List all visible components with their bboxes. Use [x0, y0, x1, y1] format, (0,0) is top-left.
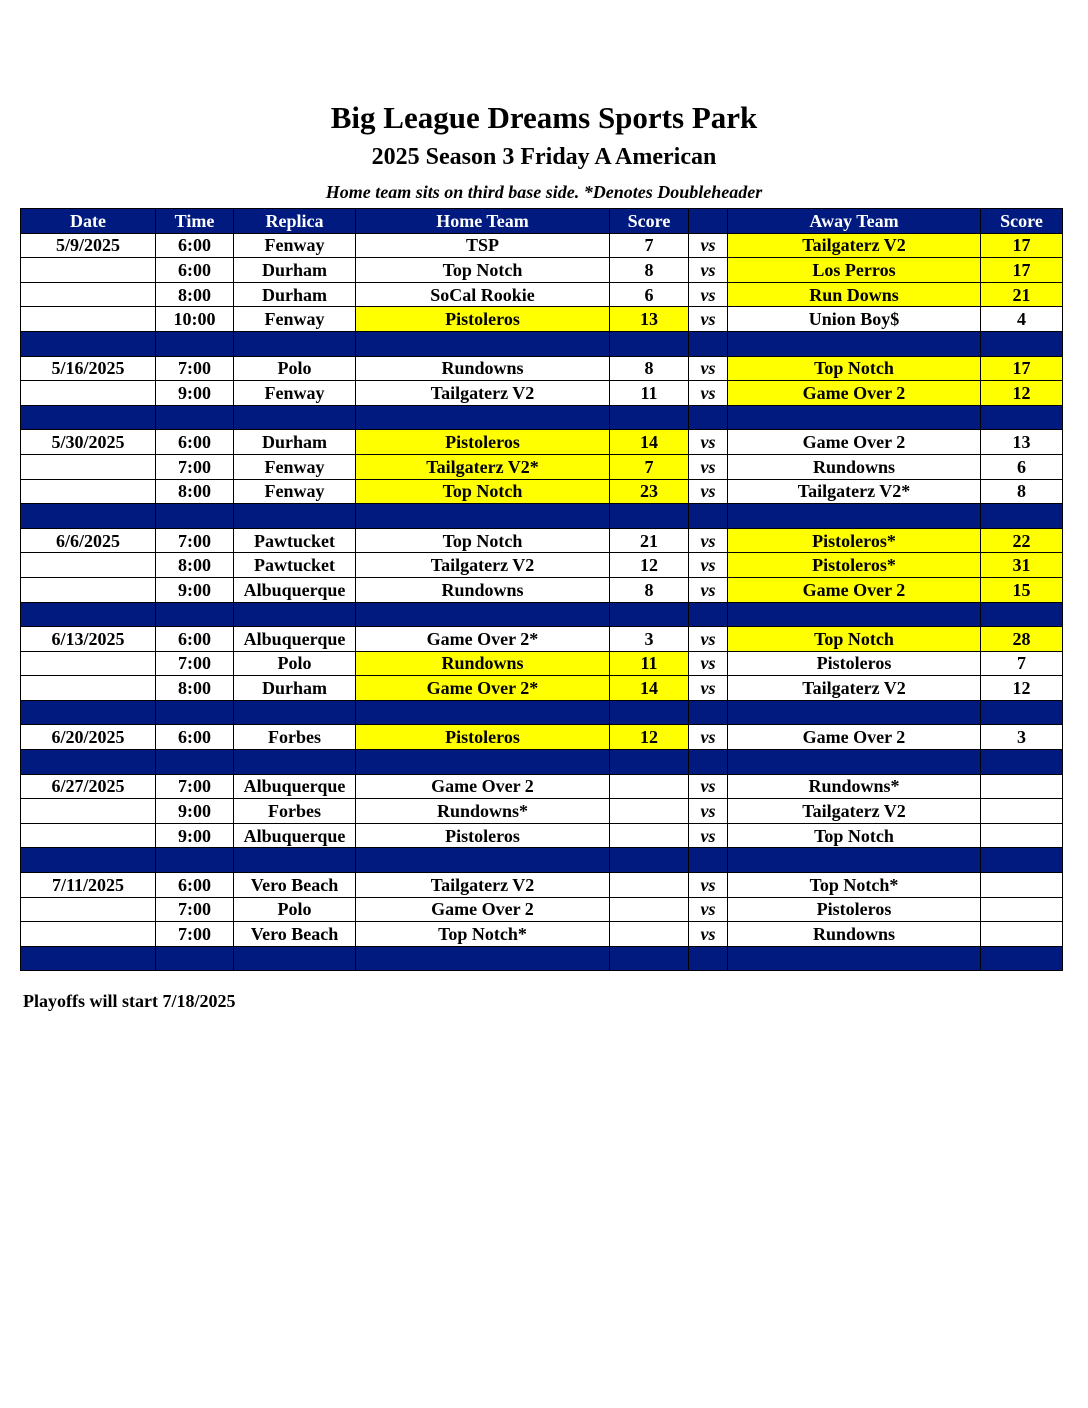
separator-cell [610, 504, 689, 529]
time-cell: 6:00 [156, 430, 234, 455]
away-team-cell: Game Over 2 [728, 725, 981, 750]
home-team-cell: Tailgaterz V2 [356, 553, 610, 578]
separator-cell [356, 946, 610, 971]
vs-cell: vs [689, 651, 728, 676]
date-cell: 5/16/2025 [21, 356, 156, 381]
replica-cell: Pawtucket [234, 553, 356, 578]
home-team-cell: Rundowns [356, 577, 610, 602]
home-score-cell [610, 774, 689, 799]
time-cell: 7:00 [156, 897, 234, 922]
separator-row [21, 504, 1063, 529]
home-team-cell: SoCal Rookie [356, 282, 610, 307]
home-team-cell: Pistoleros [356, 725, 610, 750]
away-team-cell: Tailgaterz V2 [728, 676, 981, 701]
home-score-cell: 11 [610, 651, 689, 676]
home-team-cell: Rundowns [356, 356, 610, 381]
home-team-cell: Top Notch* [356, 922, 610, 947]
date-cell [21, 799, 156, 824]
vs-cell: vs [689, 553, 728, 578]
replica-cell: Albuquerque [234, 627, 356, 652]
game-row [21, 627, 1063, 652]
date-cell [21, 381, 156, 406]
away-score-cell: 28 [981, 627, 1063, 652]
separator-cell [610, 750, 689, 775]
away-team-cell: Tailgaterz V2 [728, 799, 981, 824]
separator-cell [981, 700, 1063, 725]
separator-cell [981, 946, 1063, 971]
replica-cell: Vero Beach [234, 922, 356, 947]
replica-cell: Durham [234, 676, 356, 701]
vs-cell: vs [689, 774, 728, 799]
replica-cell: Vero Beach [234, 873, 356, 898]
away-team-cell: Tailgaterz V2* [728, 479, 981, 504]
vs-cell: vs [689, 528, 728, 553]
time-cell: 7:00 [156, 651, 234, 676]
separator-cell [234, 602, 356, 627]
away-score-cell [981, 922, 1063, 947]
home-team-cell: Top Notch [356, 528, 610, 553]
home-score-cell [610, 873, 689, 898]
vs-cell: vs [689, 577, 728, 602]
home-score-cell [610, 897, 689, 922]
vs-cell: vs [689, 258, 728, 283]
separator-cell [728, 504, 981, 529]
home-score-cell: 14 [610, 430, 689, 455]
game-row [21, 774, 1063, 799]
separator-cell [610, 602, 689, 627]
playoffs-note: Playoffs will start 7/18/2025 [23, 991, 236, 1011]
date-cell [21, 651, 156, 676]
home-score-cell: 8 [610, 356, 689, 381]
replica-cell: Polo [234, 356, 356, 381]
date-cell [21, 282, 156, 307]
home-team-cell: Game Over 2* [356, 676, 610, 701]
time-cell: 6:00 [156, 258, 234, 283]
replica-cell: Albuquerque [234, 577, 356, 602]
home-score-cell: 14 [610, 676, 689, 701]
game-row [21, 922, 1063, 947]
time-cell: 9:00 [156, 823, 234, 848]
date-cell: 6/6/2025 [21, 528, 156, 553]
col-header-away-team: Away Team [728, 209, 981, 234]
game-row [21, 381, 1063, 406]
away-score-cell: 22 [981, 528, 1063, 553]
separator-cell [728, 848, 981, 873]
separator-cell [234, 331, 356, 356]
date-cell [21, 897, 156, 922]
separator-row [21, 946, 1063, 971]
home-score-cell: 13 [610, 307, 689, 332]
home-team-cell: Tailgaterz V2* [356, 454, 610, 479]
separator-cell [356, 750, 610, 775]
col-header-home-team: Home Team [356, 209, 610, 234]
away-team-cell: Top Notch [728, 356, 981, 381]
separator-cell [610, 331, 689, 356]
away-score-cell: 12 [981, 676, 1063, 701]
separator-row [21, 750, 1063, 775]
game-row [21, 897, 1063, 922]
separator-cell [728, 602, 981, 627]
separator-cell [21, 504, 156, 529]
game-row [21, 233, 1063, 258]
away-score-cell [981, 823, 1063, 848]
away-team-cell: Tailgaterz V2 [728, 233, 981, 258]
away-team-cell: Top Notch [728, 823, 981, 848]
date-cell: 5/9/2025 [21, 233, 156, 258]
vs-cell: vs [689, 479, 728, 504]
separator-cell [21, 602, 156, 627]
time-cell: 7:00 [156, 528, 234, 553]
home-score-cell: 7 [610, 454, 689, 479]
home-team-cell: Rundowns* [356, 799, 610, 824]
away-team-cell: Rundowns* [728, 774, 981, 799]
separator-cell [728, 331, 981, 356]
away-score-cell: 17 [981, 233, 1063, 258]
game-row [21, 676, 1063, 701]
separator-cell [356, 405, 610, 430]
home-score-cell: 12 [610, 725, 689, 750]
home-score-cell: 7 [610, 233, 689, 258]
separator-cell [981, 331, 1063, 356]
game-row [21, 356, 1063, 381]
separator-cell [234, 750, 356, 775]
separator-row [21, 602, 1063, 627]
vs-cell: vs [689, 282, 728, 307]
separator-cell [689, 504, 728, 529]
time-cell: 7:00 [156, 922, 234, 947]
separator-cell [981, 750, 1063, 775]
away-score-cell: 21 [981, 282, 1063, 307]
replica-cell: Fenway [234, 233, 356, 258]
date-cell [21, 258, 156, 283]
home-team-cell: Game Over 2 [356, 897, 610, 922]
date-cell [21, 922, 156, 947]
game-row [21, 725, 1063, 750]
home-score-cell [610, 823, 689, 848]
separator-cell [156, 750, 234, 775]
home-team-cell: Tailgaterz V2 [356, 873, 610, 898]
separator-cell [728, 946, 981, 971]
away-team-cell: Top Notch* [728, 873, 981, 898]
away-team-cell: Pistoleros [728, 651, 981, 676]
away-score-cell: 17 [981, 258, 1063, 283]
away-team-cell: Game Over 2 [728, 430, 981, 455]
separator-cell [21, 405, 156, 430]
col-header-away-score: Score [981, 209, 1063, 234]
separator-row [21, 405, 1063, 430]
away-score-cell: 8 [981, 479, 1063, 504]
game-row [21, 577, 1063, 602]
home-team-cell: Game Over 2* [356, 627, 610, 652]
header-row [21, 209, 1063, 234]
vs-cell: vs [689, 676, 728, 701]
separator-cell [234, 946, 356, 971]
away-score-cell [981, 897, 1063, 922]
away-score-cell: 12 [981, 381, 1063, 406]
away-team-cell: Game Over 2 [728, 577, 981, 602]
game-row [21, 651, 1063, 676]
separator-cell [728, 750, 981, 775]
game-row [21, 282, 1063, 307]
away-score-cell: 7 [981, 651, 1063, 676]
time-cell: 7:00 [156, 454, 234, 479]
vs-cell: vs [689, 430, 728, 455]
replica-cell: Fenway [234, 479, 356, 504]
replica-cell: Fenway [234, 454, 356, 479]
replica-cell: Polo [234, 897, 356, 922]
away-score-cell [981, 774, 1063, 799]
separator-row [21, 848, 1063, 873]
vs-cell: vs [689, 799, 728, 824]
separator-cell [21, 848, 156, 873]
vs-cell: vs [689, 922, 728, 947]
home-team-cell: TSP [356, 233, 610, 258]
page-title: Big League Dreams Sports Park [330, 100, 758, 135]
away-team-cell: Union Boy$ [728, 307, 981, 332]
date-cell [21, 479, 156, 504]
replica-cell: Durham [234, 430, 356, 455]
separator-cell [156, 700, 234, 725]
separator-cell [234, 405, 356, 430]
date-cell: 7/11/2025 [21, 873, 156, 898]
separator-cell [356, 848, 610, 873]
away-team-cell: Pistoleros* [728, 553, 981, 578]
separator-cell [21, 946, 156, 971]
replica-cell: Pawtucket [234, 528, 356, 553]
separator-cell [610, 946, 689, 971]
separator-cell [689, 602, 728, 627]
time-cell: 9:00 [156, 799, 234, 824]
game-row [21, 479, 1063, 504]
separator-cell [728, 405, 981, 430]
date-cell [21, 676, 156, 701]
separator-cell [689, 946, 728, 971]
away-score-cell: 17 [981, 356, 1063, 381]
home-team-cell: Top Notch [356, 479, 610, 504]
replica-cell: Fenway [234, 307, 356, 332]
time-cell: 6:00 [156, 627, 234, 652]
away-team-cell: Los Perros [728, 258, 981, 283]
replica-cell: Albuquerque [234, 823, 356, 848]
date-cell [21, 307, 156, 332]
away-team-cell: Rundowns [728, 922, 981, 947]
separator-cell [21, 331, 156, 356]
schedule-note: Home team sits on third base side. *Denotes Doubleheader [325, 182, 763, 202]
time-cell: 10:00 [156, 307, 234, 332]
away-score-cell: 15 [981, 577, 1063, 602]
separator-cell [981, 602, 1063, 627]
replica-cell: Fenway [234, 381, 356, 406]
away-score-cell: 31 [981, 553, 1063, 578]
vs-cell: vs [689, 233, 728, 258]
home-team-cell: Rundowns [356, 651, 610, 676]
date-cell [21, 823, 156, 848]
vs-cell: vs [689, 627, 728, 652]
separator-cell [21, 700, 156, 725]
separator-cell [689, 750, 728, 775]
col-header-time: Time [156, 209, 234, 234]
vs-cell: vs [689, 307, 728, 332]
separator-cell [689, 405, 728, 430]
col-header-vs [689, 209, 728, 234]
vs-cell: vs [689, 725, 728, 750]
vs-cell: vs [689, 454, 728, 479]
date-cell [21, 454, 156, 479]
home-score-cell [610, 922, 689, 947]
separator-cell [356, 602, 610, 627]
separator-cell [234, 700, 356, 725]
separator-row [21, 700, 1063, 725]
time-cell: 7:00 [156, 774, 234, 799]
vs-cell: vs [689, 897, 728, 922]
replica-cell: Albuquerque [234, 774, 356, 799]
time-cell: 6:00 [156, 873, 234, 898]
col-header-home-score: Score [610, 209, 689, 234]
separator-cell [156, 602, 234, 627]
separator-cell [610, 700, 689, 725]
away-score-cell: 3 [981, 725, 1063, 750]
away-team-cell: Pistoleros [728, 897, 981, 922]
time-cell: 9:00 [156, 577, 234, 602]
date-cell [21, 577, 156, 602]
home-score-cell: 8 [610, 258, 689, 283]
separator-cell [21, 750, 156, 775]
away-score-cell: 13 [981, 430, 1063, 455]
game-row [21, 258, 1063, 283]
game-row [21, 873, 1063, 898]
separator-cell [156, 946, 234, 971]
home-score-cell: 11 [610, 381, 689, 406]
separator-cell [689, 700, 728, 725]
date-cell: 6/27/2025 [21, 774, 156, 799]
time-cell: 8:00 [156, 553, 234, 578]
vs-cell: vs [689, 381, 728, 406]
replica-cell: Durham [234, 282, 356, 307]
vs-cell: vs [689, 873, 728, 898]
game-row [21, 553, 1063, 578]
home-score-cell: 21 [610, 528, 689, 553]
replica-cell: Polo [234, 651, 356, 676]
separator-cell [981, 848, 1063, 873]
away-score-cell: 4 [981, 307, 1063, 332]
schedule-table [20, 208, 1063, 971]
separator-cell [689, 848, 728, 873]
date-cell [21, 553, 156, 578]
home-score-cell [610, 799, 689, 824]
away-score-cell: 6 [981, 454, 1063, 479]
game-row [21, 528, 1063, 553]
replica-cell: Forbes [234, 725, 356, 750]
separator-cell [356, 331, 610, 356]
page-subtitle: 2025 Season 3 Friday A American [371, 144, 717, 170]
time-cell: 8:00 [156, 479, 234, 504]
home-score-cell: 12 [610, 553, 689, 578]
game-row [21, 823, 1063, 848]
col-header-replica: Replica [234, 209, 356, 234]
replica-cell: Durham [234, 258, 356, 283]
separator-row [21, 331, 1063, 356]
home-team-cell: Pistoleros [356, 823, 610, 848]
home-team-cell: Tailgaterz V2 [356, 381, 610, 406]
home-score-cell: 3 [610, 627, 689, 652]
separator-cell [356, 700, 610, 725]
home-score-cell: 8 [610, 577, 689, 602]
home-score-cell: 23 [610, 479, 689, 504]
separator-cell [728, 700, 981, 725]
replica-cell: Forbes [234, 799, 356, 824]
away-score-cell [981, 799, 1063, 824]
away-team-cell: Run Downs [728, 282, 981, 307]
away-team-cell: Pistoleros* [728, 528, 981, 553]
separator-cell [156, 331, 234, 356]
time-cell: 8:00 [156, 676, 234, 701]
separator-cell [156, 504, 234, 529]
away-team-cell: Game Over 2 [728, 381, 981, 406]
separator-cell [610, 848, 689, 873]
separator-cell [234, 848, 356, 873]
separator-cell [689, 331, 728, 356]
col-header-date: Date [21, 209, 156, 234]
date-cell: 6/13/2025 [21, 627, 156, 652]
vs-cell: vs [689, 356, 728, 381]
separator-cell [156, 405, 234, 430]
time-cell: 6:00 [156, 725, 234, 750]
game-row [21, 799, 1063, 824]
date-cell: 5/30/2025 [21, 430, 156, 455]
time-cell: 7:00 [156, 356, 234, 381]
vs-cell: vs [689, 823, 728, 848]
time-cell: 6:00 [156, 233, 234, 258]
home-score-cell: 6 [610, 282, 689, 307]
date-cell: 6/20/2025 [21, 725, 156, 750]
separator-cell [234, 504, 356, 529]
separator-cell [156, 848, 234, 873]
game-row [21, 307, 1063, 332]
home-team-cell: Game Over 2 [356, 774, 610, 799]
game-row [21, 454, 1063, 479]
game-row [21, 430, 1063, 455]
home-team-cell: Pistoleros [356, 430, 610, 455]
separator-cell [981, 405, 1063, 430]
away-score-cell [981, 873, 1063, 898]
separator-cell [981, 504, 1063, 529]
separator-cell [610, 405, 689, 430]
away-team-cell: Rundowns [728, 454, 981, 479]
separator-cell [356, 504, 610, 529]
time-cell: 8:00 [156, 282, 234, 307]
time-cell: 9:00 [156, 381, 234, 406]
home-team-cell: Pistoleros [356, 307, 610, 332]
away-team-cell: Top Notch [728, 627, 981, 652]
home-team-cell: Top Notch [356, 258, 610, 283]
